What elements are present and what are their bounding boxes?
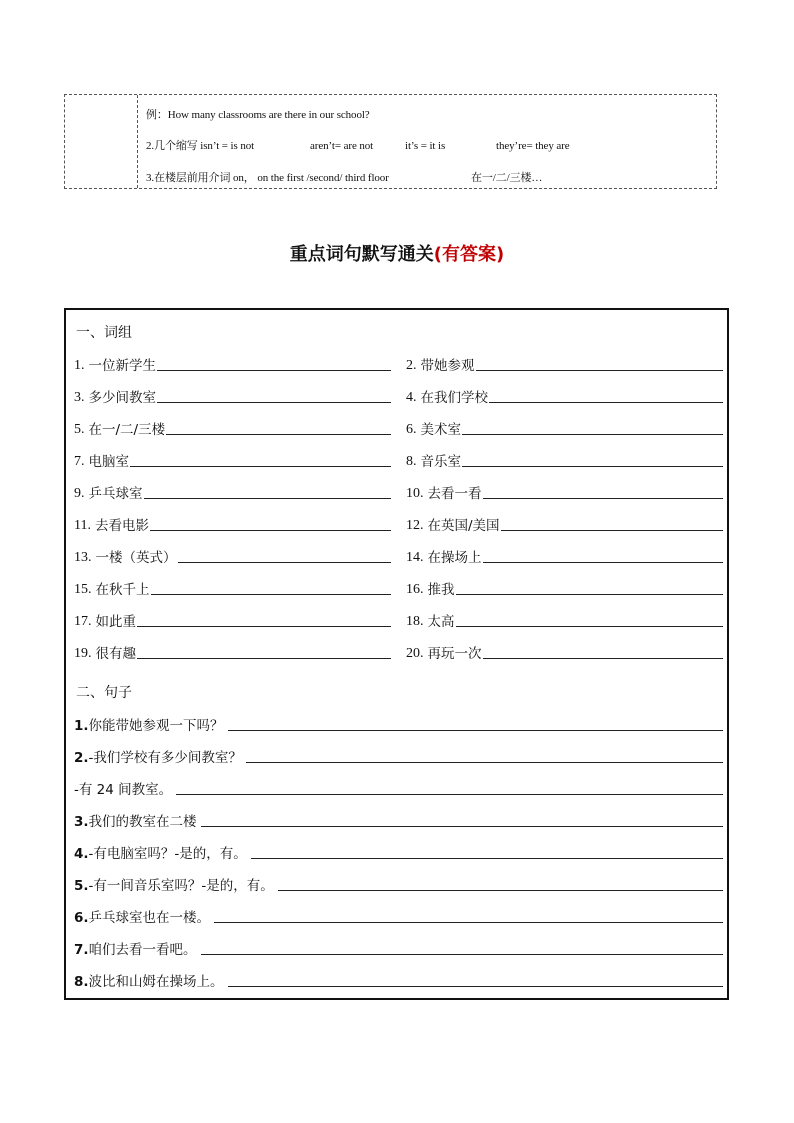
sentence-text: -有电脑室吗？-是的，有。: [88, 846, 247, 862]
answer-blank[interactable]: [246, 761, 723, 763]
phrase-item: [74, 610, 391, 630]
title-answer: (有答案): [433, 244, 505, 265]
phrase-text: 在一/二/三楼: [88, 422, 166, 438]
phrase-number: 8.: [406, 454, 417, 469]
phrase-item: [74, 386, 391, 406]
answer-blank[interactable]: [166, 433, 391, 435]
phrase-item: [406, 514, 723, 534]
phrase-item: [406, 450, 723, 470]
answer-blank[interactable]: [501, 529, 723, 531]
phrase-number: 5.: [74, 422, 85, 437]
answer-blank[interactable]: [157, 401, 391, 403]
answer-blank[interactable]: [201, 825, 723, 827]
note-line-3-a: 3.在楼层前用介词 on， on the first /second/ third floor: [146, 172, 389, 184]
answer-blank[interactable]: [462, 465, 723, 467]
sentence-item: [74, 906, 723, 926]
phrase-number: 13.: [74, 550, 92, 565]
answer-blank[interactable]: [483, 657, 724, 659]
page-title: [0, 240, 794, 266]
answer-blank[interactable]: [157, 369, 391, 371]
answer-blank[interactable]: [456, 593, 724, 595]
notes-divider: [137, 95, 138, 188]
answer-blank[interactable]: [144, 497, 392, 499]
phrase-number: 3.: [74, 390, 85, 405]
phrase-text: 一楼（英式）: [95, 550, 177, 566]
sentence-number: 7.: [74, 942, 89, 958]
phrase-item: [74, 642, 391, 662]
phrase-number: 10.: [406, 486, 424, 501]
answer-blank[interactable]: [228, 729, 723, 731]
worksheet: [64, 308, 729, 1000]
phrase-text: 电脑室: [88, 454, 129, 470]
sentence-item: [74, 746, 723, 766]
sentence-item: [74, 970, 723, 990]
phrase-item: [406, 578, 723, 598]
phrase-text: 音乐室: [420, 454, 461, 470]
answer-blank[interactable]: [137, 625, 391, 627]
note-line-2: [146, 137, 570, 153]
answer-blank[interactable]: [456, 625, 724, 627]
phrase-text: 去看电影: [94, 518, 149, 534]
phrase-text: 一位新学生: [88, 358, 156, 374]
phrase-text: 在英国/美国: [427, 518, 500, 534]
sentence-text: 我们的教室在二楼: [88, 814, 197, 830]
sentence-item: [74, 714, 723, 734]
sentences-heading: 二、句子: [76, 685, 132, 701]
phrase-number: 12.: [406, 518, 424, 533]
answer-blank[interactable]: [176, 793, 723, 795]
phrase-text: 在我们学校: [420, 390, 488, 406]
sentence-item: [74, 874, 723, 894]
phrase-number: 11.: [74, 518, 91, 533]
phrase-item: [74, 514, 391, 534]
sentence-text: -有 24 间教室。: [74, 782, 173, 798]
phrase-item: [74, 482, 391, 502]
sentence-text: 乒乓球室也在一楼。: [88, 910, 211, 926]
note-line-3-b: 在一/二/三楼…: [471, 172, 543, 184]
phrase-text: 太高: [427, 614, 455, 630]
title-main: 重点词句默写通关: [289, 244, 434, 265]
phrase-item: [74, 354, 391, 374]
sentence-number: 6.: [74, 910, 89, 926]
answer-blank[interactable]: [489, 401, 723, 403]
note-line-2-b: aren’t= are not: [310, 140, 374, 152]
phrase-text: 在秋千上: [95, 582, 150, 598]
phrase-item: [406, 354, 723, 374]
answer-blank[interactable]: [278, 889, 723, 891]
phrase-text: 去看一看: [427, 486, 482, 502]
answer-blank[interactable]: [483, 561, 724, 563]
note-line-2-c: it’s = it is: [405, 140, 446, 152]
phrase-text: 推我: [427, 582, 455, 598]
answer-blank[interactable]: [251, 857, 723, 859]
phrase-item: [74, 578, 391, 598]
sentence-text: 你能带她参观一下吗？: [88, 718, 224, 734]
phrase-item: [74, 546, 391, 566]
phrase-text: 乒乓球室: [88, 486, 143, 502]
sentence-number: 2.: [74, 750, 89, 766]
phrase-text: 多少间教室: [88, 390, 156, 406]
sentence-text: -我们学校有多少间教室？: [88, 750, 242, 766]
sentence-item: [74, 810, 723, 830]
phrase-number: 14.: [406, 550, 424, 565]
phrase-item: [406, 610, 723, 630]
note-line-3: [146, 169, 542, 185]
phrase-number: 7.: [74, 454, 85, 469]
phrase-item: [406, 546, 723, 566]
answer-blank[interactable]: [201, 953, 723, 955]
phrase-number: 9.: [74, 486, 85, 501]
phrase-number: 17.: [74, 614, 92, 629]
phrase-number: 18.: [406, 614, 424, 629]
phrase-number: 6.: [406, 422, 417, 437]
phrase-number: 19.: [74, 646, 92, 661]
phrase-text: 如此重: [95, 614, 136, 630]
phrase-number: 16.: [406, 582, 424, 597]
phrases-heading: 一、词组: [76, 325, 132, 341]
phrase-item: [406, 386, 723, 406]
phrase-text: 很有趣: [95, 646, 136, 662]
answer-blank[interactable]: [483, 497, 724, 499]
phrase-text: 再玩一次: [427, 646, 482, 662]
sentence-text: 咱们去看一看吧。: [88, 942, 197, 958]
phrase-number: 20.: [406, 646, 424, 661]
sentence-number: 8.: [74, 974, 89, 990]
note-line-2-a: 2.几个缩写 isn’t = is not: [146, 140, 255, 152]
answer-blank[interactable]: [476, 369, 724, 371]
answer-blank[interactable]: [228, 985, 723, 987]
phrase-item: [406, 418, 723, 438]
sentence-item: [74, 778, 723, 798]
phrase-item: [406, 482, 723, 502]
answer-blank[interactable]: [178, 561, 392, 563]
phrase-number: 4.: [406, 390, 417, 405]
sentence-text: 波比和山姆在操场上。: [88, 974, 224, 990]
answer-blank[interactable]: [137, 657, 391, 659]
sentence-number: 5.: [74, 878, 89, 894]
phrase-item: [74, 418, 391, 438]
notes-box: [64, 94, 717, 189]
sentence-item: [74, 938, 723, 958]
phrase-text: 美术室: [420, 422, 461, 438]
phrase-item: [74, 450, 391, 470]
phrase-number: 1.: [74, 358, 85, 373]
answer-blank[interactable]: [462, 433, 723, 435]
note-line-1: 例：How many classrooms are there in our school?: [146, 109, 370, 121]
note-line-2-d: they’re= they are: [496, 140, 570, 152]
phrase-number: 2.: [406, 358, 417, 373]
answer-blank[interactable]: [130, 465, 391, 467]
sentence-number: 1.: [74, 718, 89, 734]
phrase-text: 在操场上: [427, 550, 482, 566]
sentence-number: 3.: [74, 814, 89, 830]
phrase-number: 15.: [74, 582, 92, 597]
phrase-text: 带她参观: [420, 358, 475, 374]
sentence-item: [74, 842, 723, 862]
answer-blank[interactable]: [151, 593, 392, 595]
phrase-item: [406, 642, 723, 662]
sentence-text: -有一间音乐室吗？-是的，有。: [88, 878, 274, 894]
sentence-number: 4.: [74, 846, 89, 862]
answer-blank[interactable]: [214, 921, 723, 923]
answer-blank[interactable]: [150, 529, 391, 531]
